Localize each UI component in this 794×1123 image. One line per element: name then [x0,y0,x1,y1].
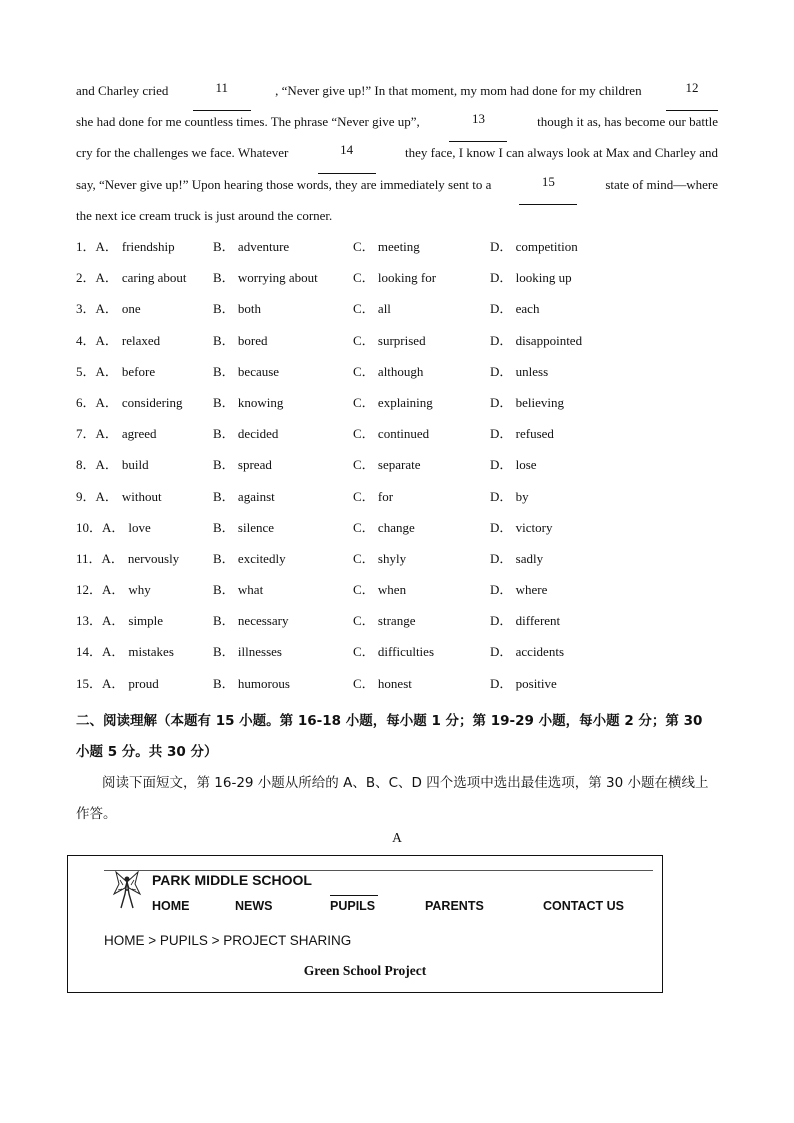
passage-text: though it as, has become our battle [537,114,718,130]
passage-line [76,205,718,236]
option-b: B． decided [213,426,279,442]
question-number: 4．A． [76,332,118,348]
blank-13: 13 [449,111,507,142]
option-a-text: why [128,582,151,598]
option-d: D． competition [490,239,578,254]
passage-text: state of mind—where [605,176,718,192]
website-header-box [67,855,663,993]
question-number: 5．A． [76,363,118,379]
nav-home[interactable]: HOME [152,899,190,913]
option-c: C． when [353,582,407,598]
option-c: C． shyly [353,550,407,566]
option-d: D． each [490,301,540,317]
question-number: 3．A． [76,301,118,317]
question-number: 11．A． [76,550,124,566]
option-d: D． sadly [490,550,544,566]
option-d: D． accidents [490,644,565,660]
active-tab-indicator [330,895,378,896]
option-c: C． although [353,363,424,379]
option-a-text: agreed [121,426,157,442]
question-number: 10．A． [76,519,125,535]
option-a [76,673,159,695]
option-a-text: relaxed [121,332,161,348]
option-a-text: caring about [121,270,187,286]
question-number: 7．A． [76,426,118,442]
passage-line [76,174,718,205]
question-number: 15．A． [76,675,125,691]
option-c: C． for [353,488,394,504]
question-number: 2．A． [76,270,118,286]
option-b: B． excitedly [213,550,286,566]
option-d: D． where [490,582,548,598]
option-a-text: proud [128,675,159,691]
option-c: C． honest [353,675,412,691]
option-a [76,423,157,445]
nav-news[interactable]: NEWS [235,899,273,913]
question-number: 1．A． [76,239,118,254]
option-b: B． because [213,363,280,379]
option-a [76,548,179,570]
question-number: 12．A． [76,582,125,598]
option-d: D． looking up [490,270,572,286]
option-d: D． victory [490,519,553,535]
passage-text: and Charley cried [76,83,169,98]
question-number: 9．A． [76,488,118,504]
passage-text: the next ice cream truck is just around the corner. [76,207,333,223]
option-a [76,641,174,663]
option-d: D． disappointed [490,332,583,348]
option-a [76,517,151,539]
option-c: C． all [353,301,391,317]
passage-text: , “Never give up!” In that moment, my mom had done for my children [275,83,642,98]
section-heading: 二、阅读理解（本题有 15 小题。第 16-18 小题，每小题 1 分；第 19-29 小题，每小题 2 分；第 30 小题 5 分。共 30 分） [76,713,703,760]
option-d: D． positive [490,675,557,691]
option-b: B． knowing [213,394,284,410]
question-number: 14．A． [76,644,125,660]
school-name: PARK MIDDLE SCHOOL [152,872,312,888]
option-a [76,330,160,352]
option-a-text: friendship [121,239,175,254]
blank-11: 11 [193,80,251,111]
option-a-text: without [121,488,162,504]
option-d: D． believing [490,394,565,410]
option-c: C． looking for [353,270,437,286]
passage-line [76,80,718,111]
option-a-text: considering [121,394,183,410]
option-a-text: mistakes [128,644,174,660]
nav-parents[interactable]: PARENTS [425,899,484,913]
option-d: D． by [490,488,529,504]
passage-line [76,111,718,142]
option-b: B． bored [213,332,268,348]
option-b: B． adventure [213,239,290,254]
fairy-logo-icon [112,870,142,910]
option-a [76,236,175,258]
option-a-text: love [128,519,151,535]
blank-12: 12 [666,80,718,111]
option-a-text: before [121,363,156,379]
option-a [76,610,163,632]
passage-text: she had done for me countless times. The phrase “Never give up”, [76,114,420,130]
blank-15: 15 [519,174,577,205]
option-b: B． both [213,301,262,317]
option-a-text: simple [128,613,164,629]
option-a [76,579,151,601]
option-a-text: nervously [127,550,180,566]
option-a [76,361,155,383]
option-a [76,298,141,320]
option-b: B． spread [213,457,272,473]
option-a-text: build [121,457,149,473]
instructions: 阅读下面短文，第 16-29 小题从所给的 A、B、C、D 四个选项中选出最佳选项，第 30 小题在横线上作答。 [76,775,709,822]
question-number: 6．A． [76,394,118,410]
option-c: C． difficulties [353,644,435,660]
option-a [76,454,149,476]
part-label: A [392,830,402,845]
header-rule [104,870,653,871]
option-a-text: one [121,301,141,317]
passage-text: cry for the challenges we face. Whatever [76,145,289,161]
cloze-passage [76,80,718,236]
option-b: B． necessary [213,613,289,629]
blank-14: 14 [318,142,376,173]
option-d: D． unless [490,363,549,379]
option-c: C． continued [353,426,430,442]
breadcrumb[interactable]: HOME > PUPILS > PROJECT SHARING [104,933,352,948]
question-number: 8．A． [76,457,118,473]
option-c: C． explaining [353,394,433,410]
option-b: B． against [213,488,275,504]
option-c: C． change [353,519,415,535]
nav-contact-us[interactable]: CONTACT US [543,899,625,913]
passage-text: they face, I know I can always look at Max and Charley and [405,145,718,161]
option-d: D． different [490,613,561,629]
option-c: C． strange [353,613,416,629]
option-c: C． meeting [353,239,420,254]
option-a [76,267,187,289]
option-d: D． refused [490,426,554,442]
option-d: D． lose [490,457,537,473]
option-b: B． silence [213,519,275,535]
option-b: B． humorous [213,675,290,691]
option-b: B． what [213,582,264,598]
passage-text: say, “Never give up!” Upon hearing those words, they are immediately sent to a [76,176,492,192]
option-c: C． surprised [353,332,426,348]
option-b: B． worrying about [213,270,318,286]
project-title: Green School Project [303,963,427,978]
option-a [76,486,162,508]
question-number: 13．A． [76,613,125,629]
option-a [76,392,183,414]
passage-line [76,142,718,173]
option-b: B． illnesses [213,644,282,660]
option-c: C． separate [353,457,421,473]
nav-pupils[interactable]: PUPILS [330,899,376,913]
